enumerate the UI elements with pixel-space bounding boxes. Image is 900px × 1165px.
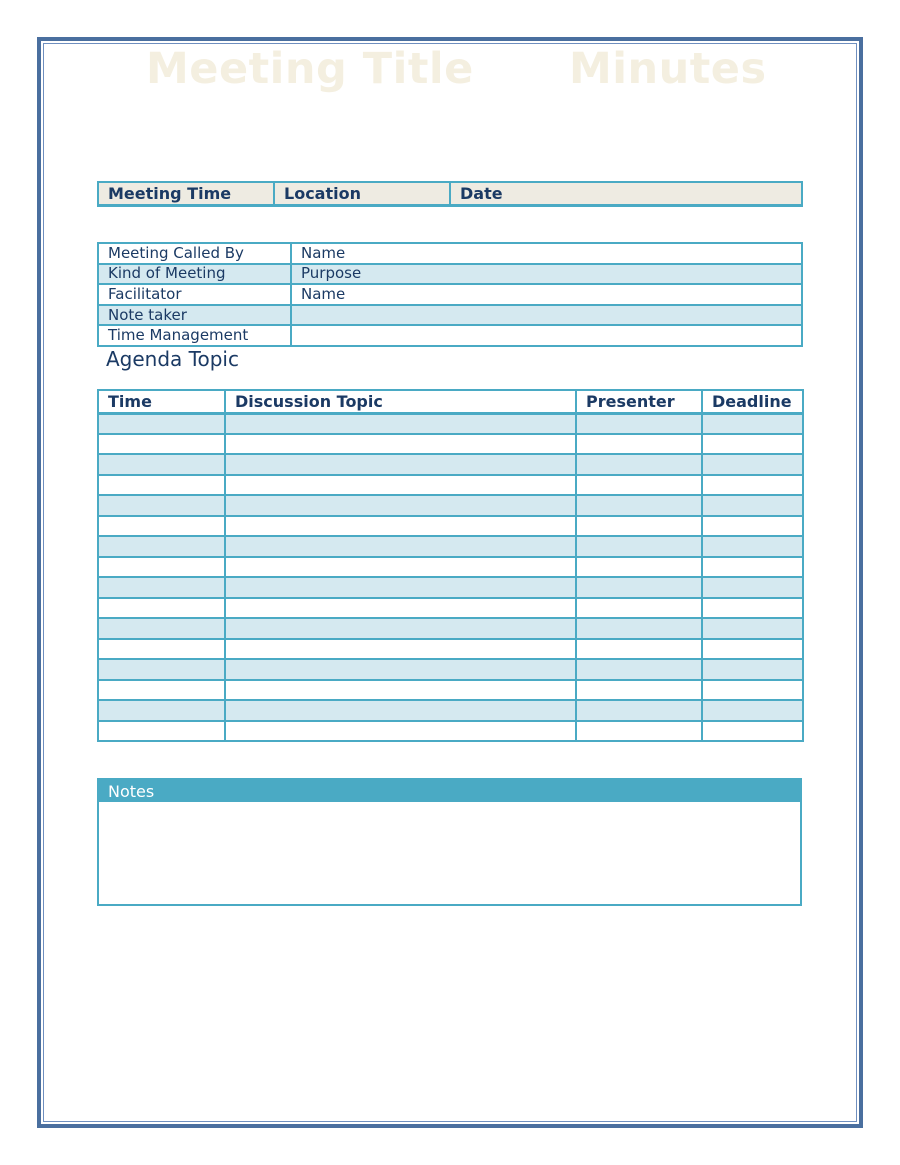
deadline-cell[interactable] (702, 639, 803, 660)
deadline-cell[interactable] (702, 598, 803, 619)
time-cell[interactable] (98, 536, 225, 557)
presenter-cell[interactable] (576, 577, 702, 598)
time-cell[interactable] (98, 618, 225, 639)
discussion-topic-cell[interactable] (225, 434, 576, 455)
deadline-cell[interactable] (702, 577, 803, 598)
table-row (98, 659, 803, 680)
discussion-topic-cell[interactable] (225, 700, 576, 721)
time-cell[interactable] (98, 700, 225, 721)
table-row (98, 495, 803, 516)
time-cell[interactable] (98, 557, 225, 578)
table-row (98, 577, 803, 598)
discussion-topic-cell[interactable] (225, 577, 576, 598)
presenter-cell[interactable] (576, 454, 702, 475)
deadline-cell[interactable] (702, 536, 803, 557)
notes-content-area[interactable] (99, 802, 800, 902)
discussion-topic-cell[interactable] (225, 598, 576, 619)
discussion-topic-cell[interactable] (225, 516, 576, 537)
presenter-cell[interactable] (576, 536, 702, 557)
notes-header: Notes (99, 780, 800, 802)
presenter-cell[interactable] (576, 413, 702, 434)
col-deadline-header: Deadline (702, 390, 803, 413)
info-row-note-taker (98, 305, 802, 326)
info-value[interactable]: Purpose (291, 264, 802, 285)
info-label: Facilitator (98, 284, 291, 305)
col-discussion-topic-header: Discussion Topic (225, 390, 576, 413)
discussion-topic-cell[interactable] (225, 557, 576, 578)
table-row (98, 639, 803, 660)
deadline-cell[interactable] (702, 680, 803, 701)
table-row (98, 700, 803, 721)
info-value[interactable]: Name (291, 284, 802, 305)
discussion-topic-cell[interactable] (225, 475, 576, 496)
discussion-topic-cell[interactable] (225, 680, 576, 701)
info-label: Note taker (98, 305, 291, 326)
presenter-cell[interactable] (576, 680, 702, 701)
time-cell[interactable] (98, 434, 225, 455)
table-row (98, 475, 803, 496)
time-cell[interactable] (98, 680, 225, 701)
table-row (98, 618, 803, 639)
deadline-cell[interactable] (702, 434, 803, 455)
time-cell[interactable] (98, 413, 225, 434)
agenda-rows (98, 413, 803, 741)
time-cell[interactable] (98, 495, 225, 516)
info-label: Meeting Called By (98, 243, 291, 264)
table-row (98, 516, 803, 537)
deadline-cell[interactable] (702, 557, 803, 578)
presenter-cell[interactable] (576, 516, 702, 537)
col-presenter-header: Presenter (576, 390, 702, 413)
deadline-cell[interactable] (702, 618, 803, 639)
time-cell[interactable] (98, 454, 225, 475)
info-row-kind (98, 264, 802, 285)
deadline-cell[interactable] (702, 721, 803, 742)
location-field[interactable]: Location (274, 182, 450, 205)
time-cell[interactable] (98, 516, 225, 537)
presenter-cell[interactable] (576, 475, 702, 496)
discussion-topic-cell[interactable] (225, 618, 576, 639)
table-row (98, 680, 803, 701)
info-value[interactable]: Name (291, 243, 802, 264)
meeting-title[interactable]: Meeting Title (146, 44, 474, 94)
discussion-topic-cell[interactable] (225, 721, 576, 742)
table-row (98, 454, 803, 475)
presenter-cell[interactable] (576, 639, 702, 660)
discussion-topic-cell[interactable] (225, 454, 576, 475)
meeting-header-table (97, 181, 803, 207)
table-row (98, 598, 803, 619)
deadline-cell[interactable] (702, 475, 803, 496)
deadline-cell[interactable] (702, 495, 803, 516)
presenter-cell[interactable] (576, 495, 702, 516)
info-row-facilitator (98, 284, 802, 305)
deadline-cell[interactable] (702, 413, 803, 434)
col-time-header: Time (98, 390, 225, 413)
discussion-topic-cell[interactable] (225, 495, 576, 516)
table-row (98, 557, 803, 578)
deadline-cell[interactable] (702, 454, 803, 475)
presenter-cell[interactable] (576, 434, 702, 455)
presenter-cell[interactable] (576, 557, 702, 578)
discussion-topic-cell[interactable] (225, 536, 576, 557)
time-cell[interactable] (98, 639, 225, 660)
agenda-heading[interactable]: Agenda Topic (106, 347, 239, 371)
table-row (98, 434, 803, 455)
table-row (98, 536, 803, 557)
time-cell[interactable] (98, 659, 225, 680)
info-value[interactable] (291, 325, 802, 346)
info-row-time-management (98, 325, 802, 346)
presenter-cell[interactable] (576, 598, 702, 619)
info-value[interactable] (291, 305, 802, 326)
info-label: Kind of Meeting (98, 264, 291, 285)
time-cell[interactable] (98, 721, 225, 742)
notes-section (97, 778, 802, 906)
table-row (98, 413, 803, 434)
time-cell[interactable] (98, 598, 225, 619)
date-field[interactable]: Date (450, 182, 802, 205)
agenda-table (97, 389, 804, 742)
deadline-cell[interactable] (702, 516, 803, 537)
discussion-topic-cell[interactable] (225, 659, 576, 680)
meeting-time-field[interactable]: Meeting Time (98, 182, 274, 205)
presenter-cell[interactable] (576, 618, 702, 639)
discussion-topic-cell[interactable] (225, 639, 576, 660)
title-row (0, 44, 900, 96)
info-row-called-by (98, 243, 802, 264)
time-cell[interactable] (98, 475, 225, 496)
presenter-cell[interactable] (576, 659, 702, 680)
deadline-cell[interactable] (702, 700, 803, 721)
info-label: Time Management (98, 325, 291, 346)
presenter-cell[interactable] (576, 721, 702, 742)
table-row (98, 721, 803, 742)
meeting-info-table (97, 242, 803, 347)
discussion-topic-cell[interactable] (225, 413, 576, 434)
deadline-cell[interactable] (702, 659, 803, 680)
presenter-cell[interactable] (576, 700, 702, 721)
minutes-title[interactable]: Minutes (569, 44, 767, 94)
time-cell[interactable] (98, 577, 225, 598)
